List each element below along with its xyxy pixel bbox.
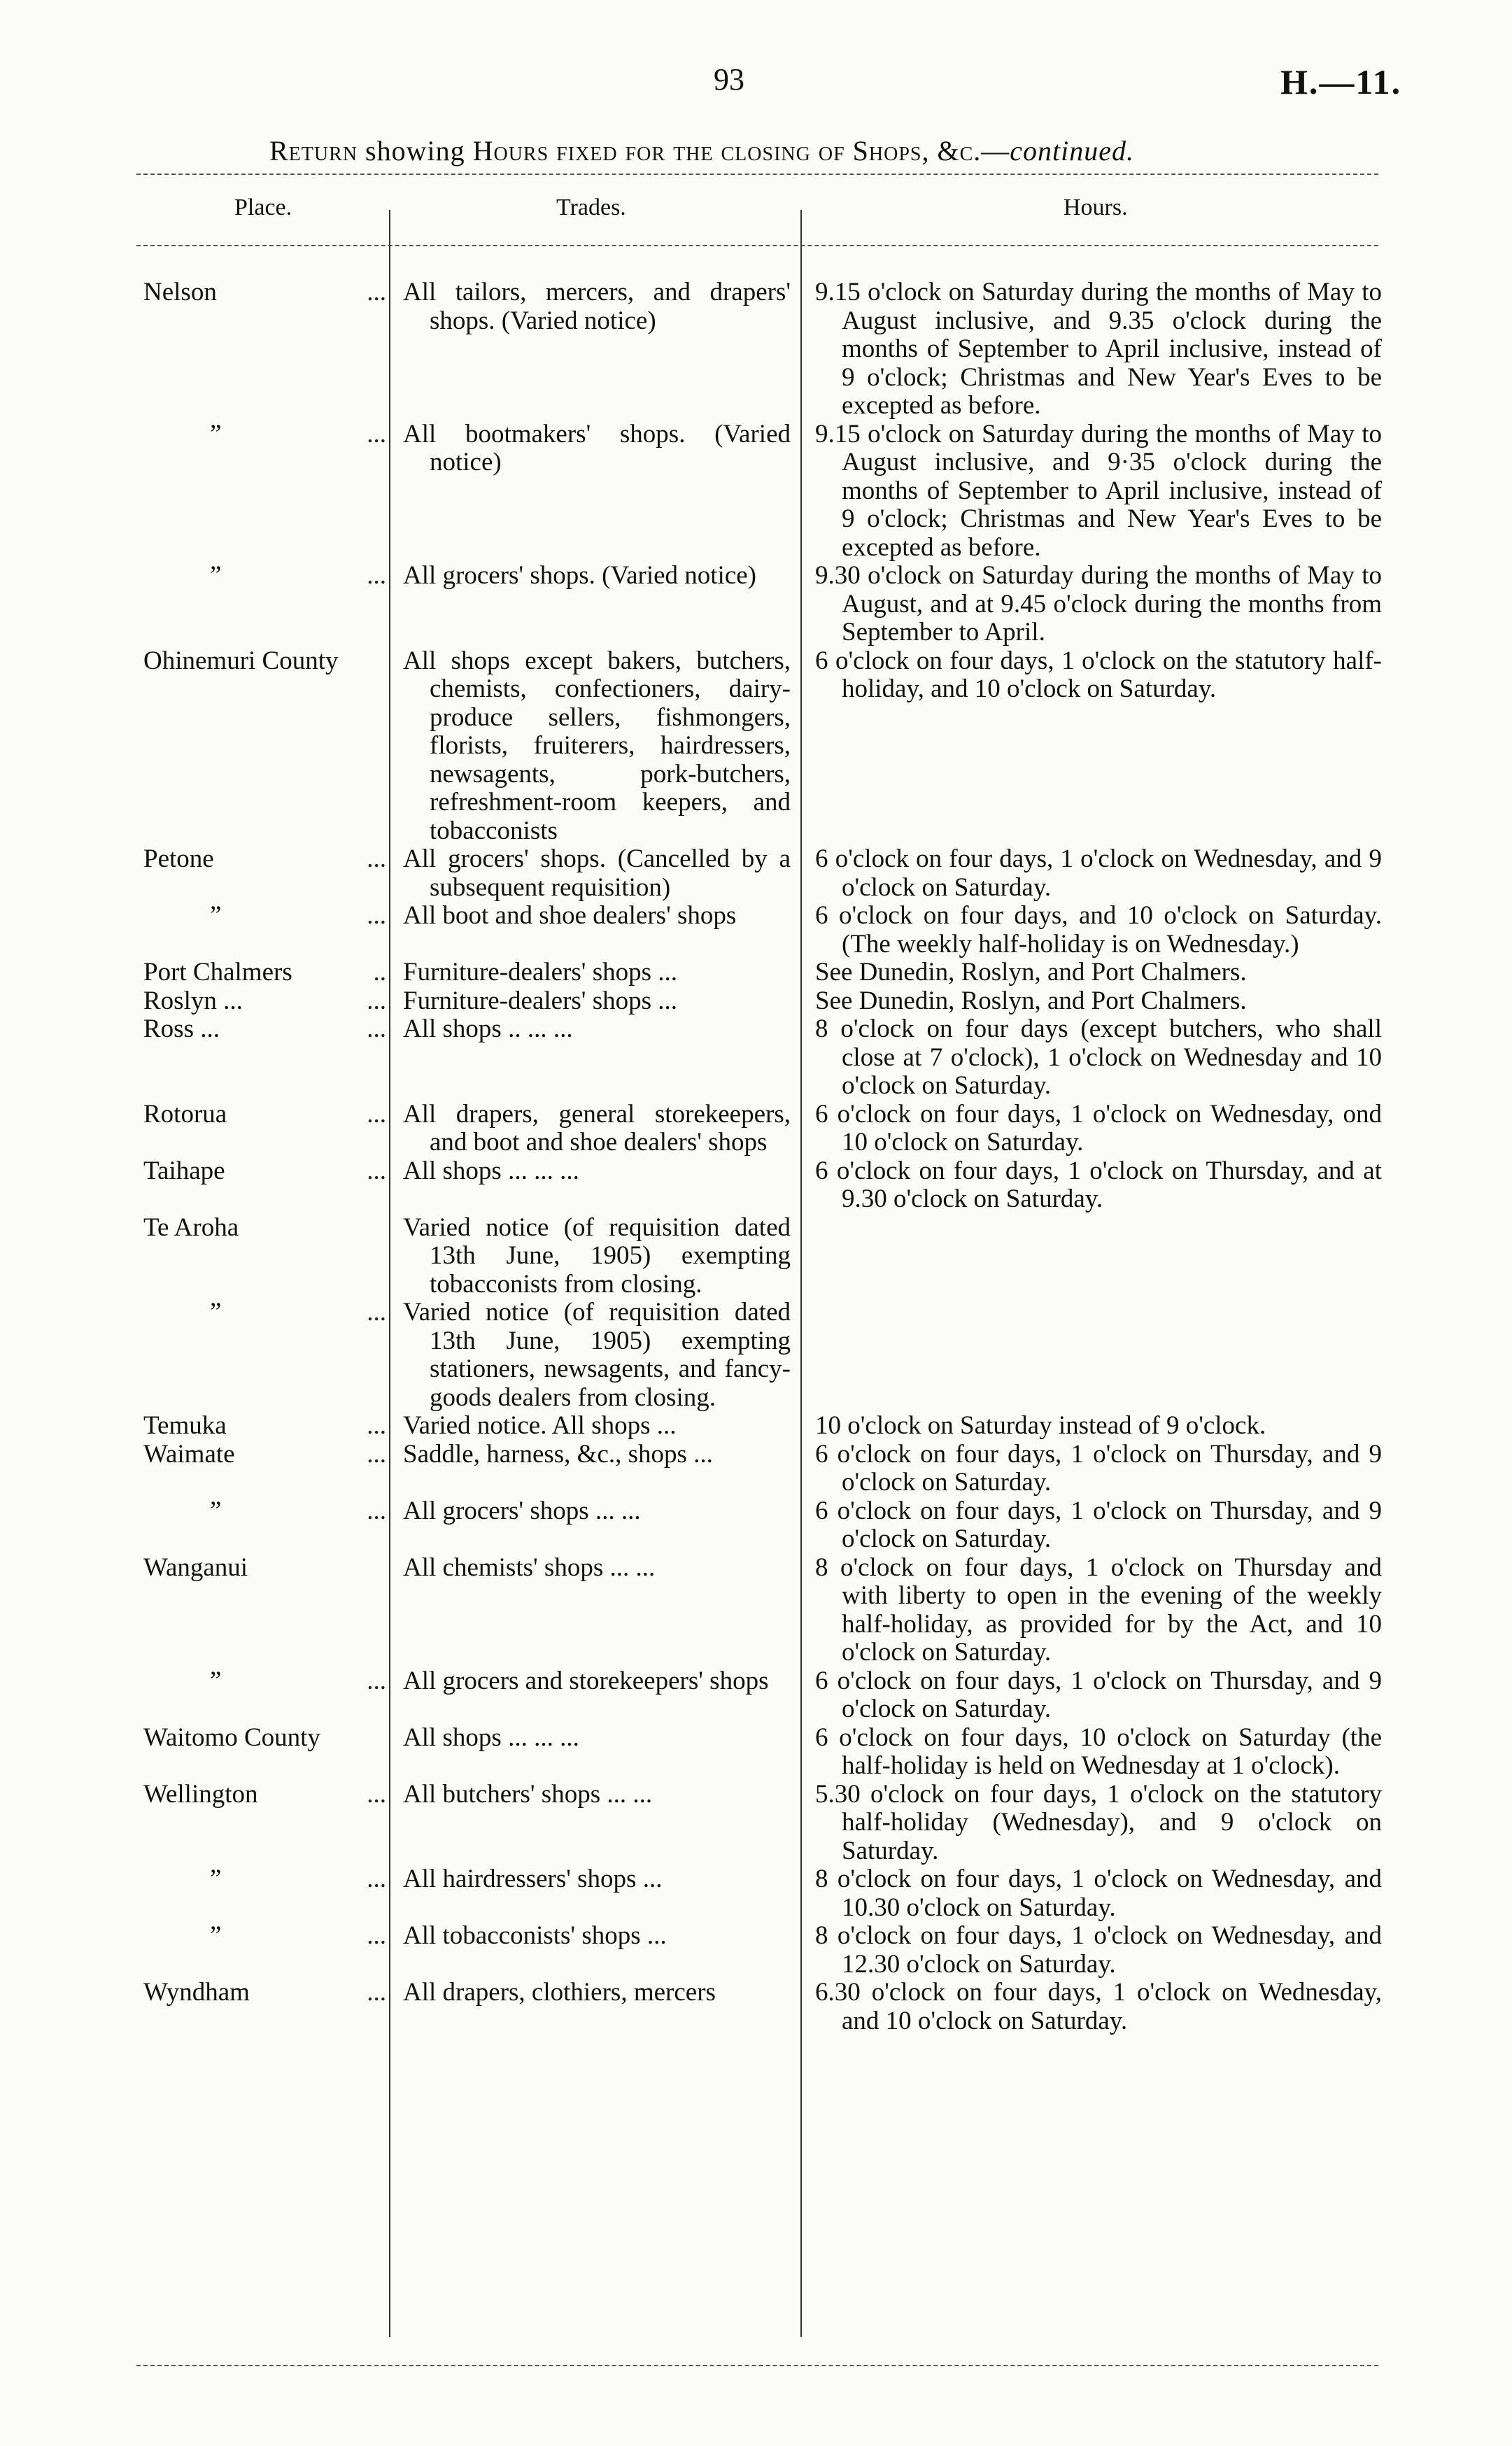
place-name: ” xyxy=(210,901,222,930)
hours-cell xyxy=(798,420,1382,563)
place-cell xyxy=(143,1865,392,1922)
place-name: ” xyxy=(210,1921,222,1950)
table-row xyxy=(143,1101,1382,1157)
hours-cell xyxy=(798,1015,1382,1101)
hours-cell xyxy=(798,278,1382,420)
place-name: ” xyxy=(210,561,222,590)
hours-cell xyxy=(798,845,1382,902)
hours-text: 6 o'clock on four days, 1 o'clock on Thursday, and 9 o'clock on Saturday. xyxy=(815,1666,1382,1723)
hours-cell xyxy=(798,1554,1382,1667)
table-row xyxy=(143,987,1382,1016)
hours-cell xyxy=(798,1101,1382,1157)
hours-cell xyxy=(798,987,1382,1016)
hours-text: 9.15 o'clock on Saturday during the months of May to August inclusive, and 9.35 o'clock during the months of September to April inclusive, instead of 9 o'clock; Christmas and New Year's Eves to be excepted as before. xyxy=(815,278,1382,420)
place-name: Wanganui xyxy=(143,1553,248,1582)
trade-text: Furniture-dealers' shops ... xyxy=(403,958,678,987)
place-cell xyxy=(143,1781,392,1866)
place-name: Wellington xyxy=(143,1779,258,1809)
hours-text: See Dunedin, Roslyn, and Port Chalmers. xyxy=(815,986,1247,1015)
title-rule xyxy=(136,174,1378,175)
hours-cell xyxy=(798,1979,1382,2035)
place-cell xyxy=(143,1667,392,1724)
trade-text: Varied notice. All shops ... xyxy=(403,1411,677,1440)
trade-cell xyxy=(392,1157,798,1214)
closing-hours-table xyxy=(143,278,1382,2035)
hours-cell xyxy=(798,647,1382,846)
table-row xyxy=(143,1865,1382,1922)
hours-text: 6 o'clock on four days, and 10 o'clock on Saturday. (The weekly half-holiday is on Wednesday.) xyxy=(815,901,1382,959)
trade-text: All butchers' shops ... ... xyxy=(403,1779,653,1809)
leader-dots: ... xyxy=(367,844,386,873)
place-cell xyxy=(143,1299,392,1412)
trade-text: All chemists' shops ... ... xyxy=(403,1553,656,1582)
trade-cell xyxy=(392,1299,798,1412)
place-name: Ross ... xyxy=(143,1015,220,1043)
trade-cell xyxy=(392,845,798,902)
leader-dots: ... xyxy=(367,1921,386,1950)
table-row xyxy=(143,1441,1382,1497)
document-id: H.—11. xyxy=(1280,62,1402,101)
trade-cell xyxy=(392,420,798,563)
leader-dots: ... xyxy=(367,1978,386,2007)
header-rule xyxy=(136,245,1378,246)
page-number: 93 xyxy=(714,62,744,97)
leader-dots: ... xyxy=(367,1015,386,1043)
hours-cell xyxy=(798,1412,1382,1441)
leader-dots: ... xyxy=(367,419,386,448)
column-header-trades: Trades. xyxy=(556,195,626,220)
hours-cell xyxy=(798,1865,1382,1922)
place-name: ” xyxy=(210,1298,222,1327)
place-cell xyxy=(143,1015,392,1101)
hours-text: 6 o'clock on four days, 1 o'clock on Thursday, and 9 o'clock on Saturday. xyxy=(815,1439,1382,1497)
footer-rule xyxy=(136,2365,1378,2366)
table-row xyxy=(143,1015,1382,1101)
trade-cell xyxy=(392,1214,798,1299)
place-cell xyxy=(143,987,392,1016)
place-cell xyxy=(143,1214,392,1299)
table-row xyxy=(143,278,1382,420)
place-name: ” xyxy=(210,1666,222,1695)
trade-cell xyxy=(392,987,798,1016)
place-cell xyxy=(143,1101,392,1157)
trade-text: All shops .. ... ... xyxy=(403,1015,573,1043)
title-continued: continued. xyxy=(1010,135,1134,167)
table-row xyxy=(143,1412,1382,1441)
place-name: Wyndham xyxy=(143,1978,250,2007)
title-rest: Hours fixed for the closing of Shops, &c.— xyxy=(472,135,1010,167)
leader-dots: ... xyxy=(367,1496,386,1525)
trade-cell xyxy=(392,1781,798,1866)
trade-text: All grocers and storekeepers' shops xyxy=(403,1666,769,1695)
trade-text: All grocers' shops. (Varied notice) xyxy=(403,561,756,590)
leader-dots: ... xyxy=(367,986,386,1015)
trade-text: All grocers' shops ... ... xyxy=(403,1496,641,1525)
trade-cell xyxy=(392,1412,798,1441)
place-name: Waitomo County xyxy=(143,1723,320,1752)
trade-text: Furniture-dealers' shops ... xyxy=(403,986,678,1015)
table-row xyxy=(143,1157,1382,1214)
place-name: ” xyxy=(210,1496,222,1525)
place-cell xyxy=(143,1497,392,1554)
place-name: Taihape xyxy=(143,1156,225,1185)
leader-dots: .. xyxy=(373,958,386,987)
place-name: Ohinemuri County xyxy=(143,646,339,675)
trade-cell xyxy=(392,1497,798,1554)
leader-dots: ... xyxy=(367,1156,386,1185)
place-cell xyxy=(143,1554,392,1667)
hours-text: 8 o'clock on four days (except butchers, who shall close at 7 o'clock), 1 o'clock on Wednesday and 10 o'clock on Saturday. xyxy=(815,1015,1382,1100)
hours-text: 9.15 o'clock on Saturday during the months of May to August inclusive, and 9·35 o'clock during the months of September to April inclusive, instead of 9 o'clock; Christmas and New Year's Eves to be excepted as before. xyxy=(815,419,1382,562)
leader-dots: ... xyxy=(367,1666,386,1695)
hours-cell xyxy=(798,902,1382,959)
leader-dots: ... xyxy=(367,1099,386,1129)
table-row xyxy=(143,1667,1382,1724)
hours-text: 6 o'clock on four days, 1 o'clock on Wednesday, ond 10 o'clock on Saturday. xyxy=(815,1099,1382,1157)
trade-text: All boot and shoe dealers' shops xyxy=(403,901,737,930)
trade-text: All tailors, mercers, and drapers' shops. (Varied notice) xyxy=(403,278,791,335)
hours-text: 6 o'clock on four days, 1 o'clock on Thursday, and 9 o'clock on Saturday. xyxy=(815,1496,1382,1553)
place-name: Waimate xyxy=(143,1439,235,1469)
leader-dots: ... xyxy=(367,561,386,590)
leader-dots: ... xyxy=(367,901,386,930)
table-row xyxy=(143,1299,1382,1412)
place-cell xyxy=(143,1441,392,1497)
trade-cell xyxy=(392,1667,798,1724)
hours-cell xyxy=(798,1724,1382,1781)
hours-cell xyxy=(798,1299,1382,1412)
hours-cell xyxy=(798,1781,1382,1866)
table-row xyxy=(143,902,1382,959)
table-row xyxy=(143,420,1382,563)
column-header-place: Place. xyxy=(234,195,292,220)
table-row xyxy=(143,1979,1382,2035)
hours-text: 8 o'clock on four days, 1 o'clock on Wednesday, and 10.30 o'clock on Saturday. xyxy=(815,1865,1382,1922)
hours-cell xyxy=(798,1497,1382,1554)
hours-text: 6 o'clock on four days, 1 o'clock on Wednesday, and 9 o'clock on Saturday. xyxy=(815,844,1382,902)
hours-text: See Dunedin, Roslyn, and Port Chalmers. xyxy=(815,958,1247,987)
table-row xyxy=(143,1214,1382,1299)
place-cell xyxy=(143,562,392,647)
trade-cell xyxy=(392,1922,798,1979)
place-cell xyxy=(143,1922,392,1979)
hours-cell xyxy=(798,562,1382,647)
place-cell xyxy=(143,420,392,563)
hours-text: 6 o'clock on four days, 1 o'clock on the statutory half-holiday, and 10 o'clock on Saturday. xyxy=(815,646,1382,703)
leader-dots: ... xyxy=(367,1411,386,1440)
place-name: Petone xyxy=(143,844,214,873)
trade-text: All drapers, general storekeepers, and boot and shoe dealers' shops xyxy=(403,1099,791,1157)
trade-cell xyxy=(392,1979,798,2035)
place-cell xyxy=(143,1157,392,1214)
place-name: Rotorua xyxy=(143,1099,227,1129)
place-name: ” xyxy=(210,1865,222,1893)
trade-text: All tobacconists' shops ... xyxy=(403,1921,667,1950)
place-cell xyxy=(143,902,392,959)
trade-text: All shops ... ... ... xyxy=(403,1723,579,1752)
place-cell xyxy=(143,278,392,420)
trade-cell xyxy=(392,902,798,959)
trade-text: Varied notice (of requisition dated 13th June, 1905) exempting tobacconists from closing. xyxy=(403,1213,791,1299)
trade-cell xyxy=(392,1865,798,1922)
leader-dots: ... xyxy=(367,1298,386,1327)
trade-text: Varied notice (of requisition dated 13th June, 1905) exempting stationers, newsagents, and fancy-goods dealers from closing. xyxy=(403,1298,791,1412)
place-cell xyxy=(143,647,392,846)
table-row xyxy=(143,647,1382,846)
hours-cell xyxy=(798,1157,1382,1214)
hours-text: 10 o'clock on Saturday instead of 9 o'clock. xyxy=(815,1411,1266,1440)
leader-dots: ... xyxy=(367,1865,386,1893)
place-name: Te Aroha xyxy=(143,1213,239,1242)
table-row xyxy=(143,1922,1382,1979)
hours-text: 6 o'clock on four days, 1 o'clock on Thursday, and at 9.30 o'clock on Saturday. xyxy=(815,1156,1382,1213)
trade-text: All drapers, clothiers, mercers xyxy=(403,1978,716,2007)
leader-dots: ... xyxy=(367,278,386,306)
place-cell xyxy=(143,1724,392,1781)
place-name: Temuka xyxy=(143,1411,227,1440)
table-row xyxy=(143,562,1382,647)
place-cell xyxy=(143,959,392,987)
title-lead: Return xyxy=(269,135,358,167)
place-name: Roslyn ... xyxy=(143,986,243,1015)
trade-cell xyxy=(392,1441,798,1497)
trade-text: Saddle, harness, &c., shops ... xyxy=(403,1439,713,1469)
hours-text: 6 o'clock on four days, 10 o'clock on Saturday (the half-holiday is held on Wednesday at 1 o'clock). xyxy=(815,1723,1382,1780)
table-row xyxy=(143,1781,1382,1866)
table-row xyxy=(143,959,1382,987)
place-name: Port Chalmers xyxy=(143,958,292,987)
hours-text: 8 o'clock on four days, 1 o'clock on Thursday and with liberty to open in the evening of the weekly half-holiday, as provided for by the Act, and 10 o'clock on Saturday. xyxy=(815,1553,1382,1667)
table-row xyxy=(143,1497,1382,1554)
leader-dots: ... xyxy=(367,1439,386,1469)
trade-cell xyxy=(392,1015,798,1101)
trade-cell xyxy=(392,1724,798,1781)
page-title xyxy=(269,134,1134,167)
place-cell xyxy=(143,1412,392,1441)
trade-cell xyxy=(392,959,798,987)
trade-cell xyxy=(392,647,798,846)
trade-text: All bootmakers' shops. (Varied notice) xyxy=(403,419,791,476)
trade-text: All hairdressers' shops ... xyxy=(403,1865,663,1893)
trade-text: All grocers' shops. (Cancelled by a subsequent requisition) xyxy=(403,844,791,902)
hours-cell xyxy=(798,1667,1382,1724)
trade-cell xyxy=(392,278,798,420)
hours-text: 5.30 o'clock on four days, 1 o'clock on the statutory half-holiday (Wednesday), and 9 o'clock on Saturday. xyxy=(815,1779,1382,1865)
trade-text: All shops except bakers, butchers, chemists, confectioners, dairy-produce sellers, fishmongers, florists, fruiterers, hairdressers, newsagents, pork-butchers, refreshment-room keepers, and tobacconists xyxy=(403,646,791,845)
hours-cell xyxy=(798,959,1382,987)
hours-cell xyxy=(798,1214,1382,1299)
title-middle: showing xyxy=(365,135,465,167)
hours-text: 8 o'clock on four days, 1 o'clock on Wednesday, and 12.30 o'clock on Saturday. xyxy=(815,1921,1382,1979)
table-row xyxy=(143,1724,1382,1781)
trade-cell xyxy=(392,1101,798,1157)
place-name: Nelson xyxy=(143,278,217,306)
hours-text: 6.30 o'clock on four days, 1 o'clock on Wednesday, and 10 o'clock on Saturday. xyxy=(815,1978,1382,2035)
place-name: ” xyxy=(210,419,222,448)
hours-cell xyxy=(798,1441,1382,1497)
trade-text: All shops ... ... ... xyxy=(403,1156,579,1185)
place-cell xyxy=(143,845,392,902)
place-cell xyxy=(143,1979,392,2035)
table-row xyxy=(143,1554,1382,1667)
table-row xyxy=(143,845,1382,902)
hours-cell xyxy=(798,1922,1382,1979)
leader-dots: ... xyxy=(367,1779,386,1809)
trade-cell xyxy=(392,1554,798,1667)
trade-cell xyxy=(392,562,798,647)
column-header-hours: Hours. xyxy=(1064,195,1128,220)
hours-text: 9.30 o'clock on Saturday during the months of May to August, and at 9.45 o'clock during the months from September to April. xyxy=(815,561,1382,646)
